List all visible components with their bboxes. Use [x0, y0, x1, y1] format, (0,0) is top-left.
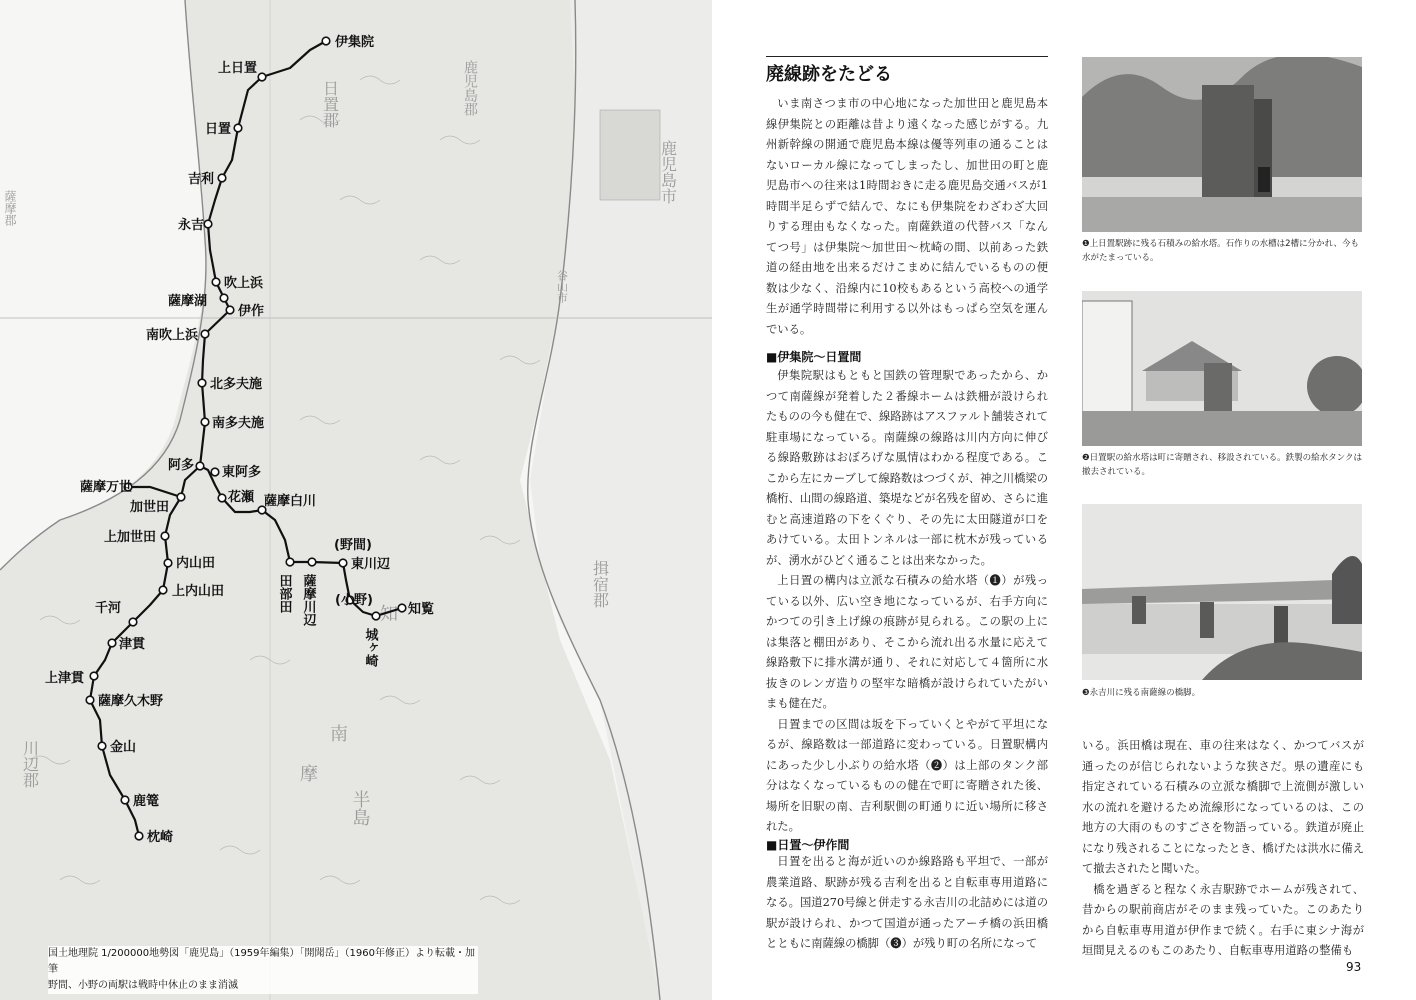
section1-paragraph2: 上日置の構内は立派な石積みの給水塔（❶）が残っている以外、広い空き地になっているが、右手方向にかつての引き上げ線の痕跡が見られる。この駅の上には集落と棚田があり、そこから流れ出る水量に応えて線路敷下に排水溝が通り、それに対応して４箇所に水抜きのレンガ造りの堅牢な暗橋が設けられていたがいまも健在だ。	[766, 574, 1048, 710]
kagoshima-gun-label: 鹿児島郡	[462, 60, 478, 116]
station-dot-tsunuki	[108, 639, 116, 647]
taniyama-city-label: 谷山市	[555, 270, 569, 303]
station-dot-kamitsunuki	[90, 672, 98, 680]
map-caption-note: 野間、小野の両駅は戦時中休止のまま消滅	[48, 980, 238, 991]
section1-paragraph1: 伊集院駅はもともと国鉄の管理駅であったから、かつて南薩線が発着した２番線ホームは鉄柵が設けられたものの今も健在で、線路跡はアスファルト舗装されて駐車場になっている。南薩線の線路は川内方向に伸びる線路敷跡はおぼろげな風情はわかる程度である。ここから左にカーブして線路数はつづくが、神之川橋梁の橋桁、山間の線路道、築堤などが名残を留め、さらに進むと高速道路の下をくぐり、その先に太田隧道が口をあけている。太田トンネルは一部に枕木が残っているが、湧水がひどく通ることは出来なかった。	[766, 369, 1048, 567]
station-label-minamifukiagehama: 南吹上浜	[146, 328, 199, 343]
subhead-hioki-isaku: ■日置～伊作間	[766, 838, 850, 852]
column2-paragraph2: 橋を過ぎると程なく永吉駅跡でホームが残されて、昔からの駅前商店がそのまま残っていた。このあたりから自転車専用道が伊作まで続く。右手に東シナ海が垣間見えるのもこのあたり、自転車専用道路の整備も	[1082, 882, 1364, 957]
station-label-higashikawanabe: 東川辺	[351, 557, 391, 572]
station-label-ono: (小野)	[335, 593, 373, 608]
subhead-ijuin-hioki: ■伊集院～日置間	[766, 350, 862, 364]
photo2-caption: ❷日置駅の給水塔は町に寄贈され、移設されている。鉄製の給水タンクは撤去されている。	[1082, 453, 1362, 477]
station-label-kitatabuse: 北多夫施	[210, 377, 263, 392]
chi-label: 知	[380, 604, 398, 625]
kawabe-gun-label: 川辺郡	[20, 740, 40, 788]
page-number: 93	[1346, 960, 1362, 974]
station-dot-nagayoshi	[204, 220, 212, 228]
photo1-caption: ❶上日置駅跡に残る石積みの給水塔。石作りの水槽は2槽に分かれ、今も水がたまっている。	[1082, 239, 1360, 263]
station-dot-chikawa	[129, 618, 137, 626]
station-dot-yoshitoshi	[218, 174, 226, 182]
article-intro	[766, 94, 1048, 340]
section1-paragraph3: 日置までの区間は坂を下っていくとやがて平坦になるが、線路数は一部道路に変わっている。日置駅構内にあった少し小ぶりの給水塔（❷）は上部のタンク部分はなくなっているものの健在で町に寄贈された後、場所を旧駅の南、吉利駅側の町通りに近い場所に移された。	[766, 717, 1048, 833]
station-label-minamitabuse: 南多夫施	[212, 416, 265, 431]
station-label-noma: (野間)	[334, 538, 372, 553]
station-dot-kamiuchiyamada	[159, 586, 167, 594]
photo-water-tower-kamihioki	[1082, 57, 1362, 232]
station-dot-kamikaseda	[161, 532, 169, 540]
station-label-ijuin: 伊集院	[335, 35, 375, 50]
station-dot-kamihioki	[258, 73, 266, 81]
station-dot-kaneyama	[98, 742, 106, 750]
article-section2	[766, 852, 1048, 955]
station-dot-chiran	[398, 604, 406, 612]
station-dot-kitatabuse	[198, 379, 206, 387]
station-dot-tabeta	[286, 558, 294, 566]
station-label-chiran: 知覧	[408, 602, 435, 617]
kagoshima-city-area	[600, 110, 660, 200]
station-label-isaku: 伊作	[238, 304, 265, 319]
station-dot-makurazaki	[135, 832, 143, 840]
article-section1	[766, 366, 1048, 838]
station-dot-shirogasaki	[372, 612, 380, 620]
station-label-kaseda: 加世田	[130, 500, 170, 515]
station-label-satsumashirakawa: 薩摩白川	[264, 494, 317, 509]
photo-water-tower-hioki	[1082, 291, 1362, 446]
station-dot-satsumakawanabe	[308, 558, 316, 566]
station-label-satsumakukino: 薩摩久木野	[98, 694, 164, 709]
station-label-kamihioki: 上日置	[218, 61, 258, 76]
station-dot-satsumakukino	[86, 696, 94, 704]
station-label-higashiata: 東阿多	[222, 465, 262, 480]
article-column2	[1082, 736, 1364, 962]
satsuma-gun-label: 薩摩郡	[3, 190, 17, 226]
station-label-satsumako: 薩摩湖	[168, 294, 208, 309]
station-label-hioki: 日置	[205, 122, 232, 137]
kagoshima-city-label: 鹿児島市	[658, 140, 678, 204]
station-label-satsumakawanabe: 薩摩川辺	[300, 574, 316, 626]
station-label-kamikaseda: 上加世田	[104, 530, 157, 545]
station-label-yoshitoshi: 吉利	[188, 172, 215, 187]
station-label-tabeta: 田部田	[276, 574, 292, 613]
station-label-makurazaki: 枕崎	[147, 830, 174, 845]
station-label-hanaze: 花瀬	[228, 490, 255, 505]
map-caption	[48, 946, 478, 994]
station-label-ata: 阿多	[168, 458, 195, 473]
station-dot-isaku	[226, 306, 234, 314]
station-dot-kazurashiki	[121, 796, 129, 804]
station-label-fukiagehama: 吹上浜	[224, 276, 264, 291]
station-label-kamitsunuki: 上津貫	[45, 671, 85, 686]
photo3-caption: ❸永吉川に残る南薩線の橋脚。	[1082, 688, 1201, 698]
station-label-uchiyamada: 内山田	[176, 556, 216, 571]
station-label-shirogasaki: 城ヶ崎	[362, 628, 378, 667]
station-label-chikawa: 千河	[95, 601, 122, 616]
hioki-gun-label: 日置郡	[320, 80, 340, 128]
photo-bridge-piers-nagayoshi	[1082, 504, 1362, 680]
station-dot-satsumako	[220, 294, 228, 302]
hanto-label: 半島	[349, 790, 371, 826]
map-caption-source: 国土地理院 1/200000地勢図「鹿児島」（1959年編集）「開聞岳」（1960年修正）より転載・加筆	[48, 948, 475, 975]
station-dot-hanaze	[218, 494, 226, 502]
section2-paragraph1: 日置を出ると海が近いのか線路路も平坦で、一部が農業道路、駅跡が残る吉利を出ると自転車専用道路になる。国道270号線と併走する永吉川の北詰めには道の駅が設けられ、かつて国道が通ったアーチ橋の浜田橋とともに南薩線の橋脚（❸）が残り町の名所になって	[766, 855, 1048, 950]
nan-label: 南	[330, 724, 348, 745]
title-rule	[766, 56, 1048, 57]
station-dot-ijuin	[322, 37, 330, 45]
station-label-kazurashiki: 鹿篭	[133, 794, 160, 809]
station-dot-higashikawanabe	[339, 559, 347, 567]
station-dot-minamifukiagehama	[201, 330, 209, 338]
intro-paragraph: いま南さつま市の中心地になった加世田と鹿児島本線伊集院との距離は昔より遠くなった感じがする。九州新幹線の開通で鹿児島本線は優等列車の通ることはないローカル線になってしまったし、加世田の町と鹿児島市への往来は1時間おきに走る鹿児島交通バスが1時間半足らずで結んで、なにも伊集院をわざわざ大回りする理由もなくなった。南薩鉄道の代替バス「なんてつ号」は伊集院～加世田～枕崎の間、以前あった鉄道の経由地を出来るだけこまめに結んでいるものの便数は少なく、沿線内に10校もあるという高校への通学生が通学時間帯に利用する以外はもっぱら空気を運んでいる。	[766, 97, 1048, 336]
article-title: 廃線跡をたどる	[766, 64, 892, 85]
station-label-nagayoshi: 永吉	[178, 218, 205, 233]
station-label-kamiuchiyamada: 上内山田	[172, 584, 225, 599]
station-label-kaneyama: 金山	[110, 740, 137, 755]
station-dot-hioki	[234, 124, 242, 132]
ma-label: 摩	[300, 764, 318, 785]
station-dot-minamitabuse	[201, 418, 209, 426]
station-label-tsunuki: 津貫	[119, 637, 146, 652]
station-dot-ata	[196, 462, 204, 470]
column2-continuation: いる。浜田橋は現在、車の往来はなく、かつてバスが通ったのが信じられないような狭さだ。県の遺産にも指定されている石積みの立派な橋脚で上流側が激しい水の流れを避けるため流線形になっているのは、この地方の大雨のものすごさを物語っている。鉄道が廃止になり残されることになったとき、橋げたは洪水に備えて撤去されたと聞いた。	[1082, 739, 1364, 875]
station-dot-uchiyamada	[164, 559, 172, 567]
ibusuki-gun-label: 揖宿郡	[590, 560, 610, 608]
station-dot-kaseda	[177, 493, 185, 501]
station-dot-higashiata	[211, 468, 219, 476]
station-dot-fukiagehama	[212, 278, 220, 286]
station-label-satsumabansei: 薩摩万世	[80, 480, 133, 495]
